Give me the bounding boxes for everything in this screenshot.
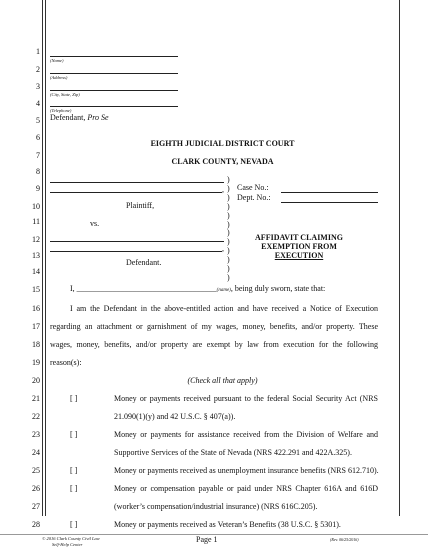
footer-page-number: Page 1 bbox=[196, 535, 218, 544]
oath-line: I, ___________________________________(name), being duly sworn, state that: bbox=[70, 284, 326, 293]
telephone-label: (Telephone) bbox=[50, 108, 72, 113]
caption-plaintiff-line-1 bbox=[50, 182, 224, 183]
left-margin-rule bbox=[42, 0, 43, 516]
checkbox-unemployment[interactable]: [ ] bbox=[70, 466, 78, 475]
line-number: 26 bbox=[32, 484, 40, 493]
caption-paren: ) bbox=[227, 272, 230, 282]
line-number: 20 bbox=[32, 376, 40, 385]
line-number: 11 bbox=[32, 217, 40, 226]
caption-paren: ) bbox=[227, 255, 230, 265]
check-all-note: (Check all that apply) bbox=[187, 376, 258, 385]
line-number: 16 bbox=[32, 304, 40, 313]
line-number: 21 bbox=[32, 394, 40, 403]
footer-revision: (Rev. 06/25/2016) bbox=[330, 537, 359, 542]
line-number: 18 bbox=[32, 340, 40, 349]
line-number: 9 bbox=[36, 184, 40, 193]
paragraph-line-4: reason(s): bbox=[50, 358, 82, 367]
line-number: 13 bbox=[32, 251, 40, 260]
caption-comma-2: , bbox=[222, 244, 224, 253]
case-no-label: Case No.: bbox=[237, 183, 269, 192]
caption-paren: ) bbox=[227, 219, 230, 229]
oath-name-blank[interactable]: ___________________________________ bbox=[76, 284, 217, 293]
address-label: (Address) bbox=[50, 75, 68, 80]
footer-copyright-line-2: Self-Help Center bbox=[52, 542, 83, 547]
option-workers-comp-line-2: (worker’s compensation/industrial insurance) (NRS 616C.205). bbox=[114, 502, 318, 511]
case-no-field[interactable] bbox=[281, 192, 378, 193]
checkbox-welfare[interactable]: [ ] bbox=[70, 430, 78, 439]
line-number: 22 bbox=[32, 412, 40, 421]
paragraph-line-3: wages, money, benefits, and/or property are exempt by law from execution for the following bbox=[50, 340, 378, 349]
line-number: 17 bbox=[32, 322, 40, 331]
option-welfare-line-2: Supportive Services of the State of Nevada (NRS 422.291 and 422A.325). bbox=[114, 448, 352, 457]
name-label: (Name) bbox=[50, 58, 64, 63]
plaintiff-label: Plaintiff, bbox=[126, 201, 155, 210]
caption-paren: ) bbox=[227, 201, 230, 211]
line-number: 14 bbox=[32, 267, 40, 276]
option-veterans-line-1: Money or payments received as Veteran’s Benefits (38 U.S.C. § 5301). bbox=[114, 520, 341, 529]
vs-label: vs. bbox=[90, 219, 100, 228]
name-line bbox=[50, 56, 178, 57]
court-county: CLARK COUNTY, NEVADA bbox=[171, 157, 274, 166]
paragraph-line-1: I am the Defendant in the above-entitled action and have received a Notice of Execution bbox=[70, 304, 378, 313]
dept-no-field[interactable] bbox=[281, 202, 378, 203]
caption-paren: ) bbox=[227, 237, 230, 247]
line-number: 5 bbox=[36, 116, 40, 125]
line-number: 7 bbox=[36, 151, 40, 160]
paragraph-line-2: regarding an attachment or garnishment of my wages, money, benefits, and/or property. These bbox=[50, 322, 378, 331]
caption-paren: ) bbox=[227, 192, 230, 202]
option-welfare-line-1: Money or payments for assistance received from the Division of Welfare and bbox=[114, 430, 378, 439]
title-line-2: EXEMPTION FROM bbox=[261, 242, 337, 251]
option-social-security-line-2: 21.090(1)(y) and 42 U.S.C. § 407(a)). bbox=[114, 412, 236, 421]
caption-comma-1: , bbox=[222, 185, 224, 194]
caption-defendant-line-2 bbox=[50, 251, 222, 252]
caption-defendant-line-1 bbox=[50, 241, 224, 242]
title-line-3: EXECUTION bbox=[274, 251, 324, 260]
address-line bbox=[50, 73, 178, 74]
caption-paren: ) bbox=[227, 264, 230, 273]
line-number: 10 bbox=[32, 202, 40, 211]
line-number: 6 bbox=[36, 133, 40, 142]
line-number: 8 bbox=[36, 167, 40, 176]
footer-copyright-line-1: © 2016 Clark County Civil Law bbox=[42, 536, 100, 541]
line-number: 24 bbox=[32, 448, 40, 457]
title-line-1: AFFIDAVIT CLAIMING bbox=[255, 233, 343, 242]
caption-plaintiff-line-2 bbox=[50, 192, 222, 193]
line-number: 25 bbox=[32, 466, 40, 475]
line-number: 27 bbox=[32, 502, 40, 511]
checkbox-social-security[interactable]: [ ] bbox=[70, 394, 78, 403]
dept-no-label: Dept. No.: bbox=[237, 193, 271, 202]
line-number: 2 bbox=[36, 65, 40, 74]
line-number: 3 bbox=[36, 82, 40, 91]
caption-paren: ) bbox=[227, 183, 230, 193]
line-number: 19 bbox=[32, 358, 40, 367]
court-name: EIGHTH JUDICIAL DISTRICT COURT bbox=[150, 139, 295, 148]
line-number: 4 bbox=[36, 99, 40, 108]
city-label: (City, State, Zip) bbox=[50, 92, 80, 97]
line-number: 23 bbox=[32, 430, 40, 439]
option-workers-comp-line-1: Money or compensation payable or paid under NRS Chapter 616A and 616D bbox=[114, 484, 378, 493]
right-margin-rule bbox=[399, 0, 400, 516]
line-number: 28 bbox=[32, 520, 40, 529]
checkbox-workers-comp[interactable]: [ ] bbox=[70, 484, 78, 493]
telephone-line bbox=[50, 106, 178, 107]
left-margin-rule-inner bbox=[45, 0, 46, 516]
defendant-pro-se: Defendant, Pro Se bbox=[50, 113, 109, 122]
caption-paren: ) bbox=[227, 175, 230, 184]
checkbox-veterans[interactable]: [ ] bbox=[70, 520, 78, 529]
line-number: 1 bbox=[36, 47, 40, 56]
option-social-security-line-1: Money or payments received pursuant to the federal Social Security Act (NRS bbox=[114, 394, 378, 403]
option-unemployment-line-1: Money or payments received as unemployment insurance benefits (NRS 612.710). bbox=[114, 466, 379, 475]
caption-paren: ) bbox=[227, 246, 230, 256]
defendant-label: Defendant. bbox=[126, 258, 162, 267]
line-number: 12 bbox=[32, 235, 40, 244]
city-line bbox=[50, 90, 178, 91]
caption-paren: ) bbox=[227, 210, 230, 220]
caption-paren: ) bbox=[227, 228, 230, 238]
line-number: 15 bbox=[32, 285, 40, 294]
